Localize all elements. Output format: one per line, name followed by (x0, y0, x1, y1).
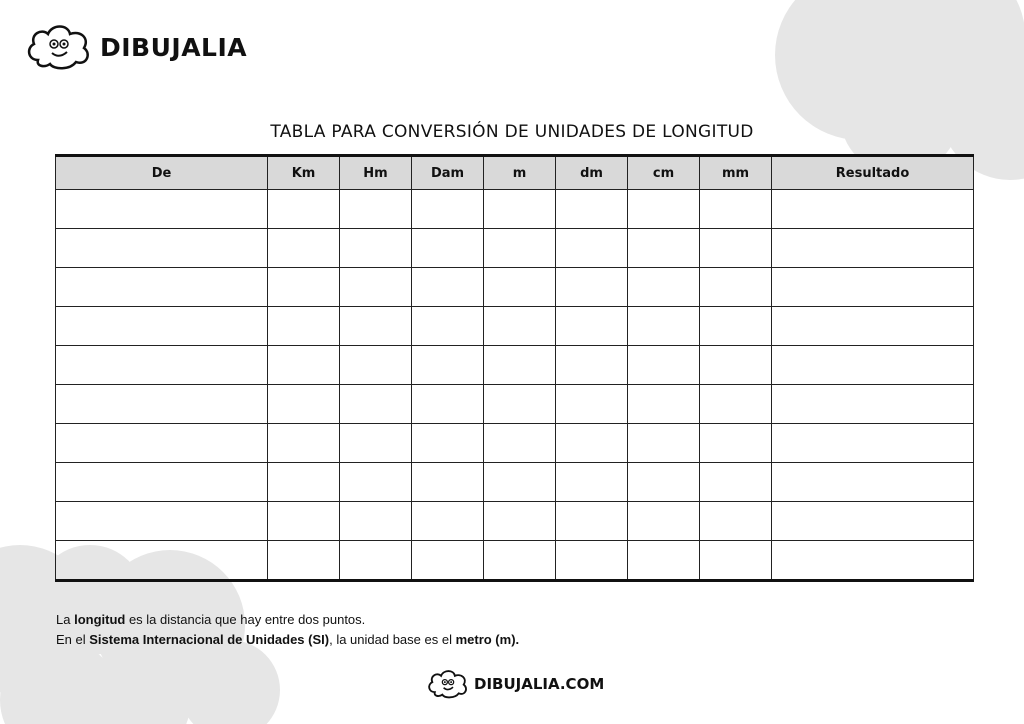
table-cell (556, 385, 628, 424)
table-cell (628, 268, 700, 307)
table-cell (56, 385, 268, 424)
table-cell (628, 346, 700, 385)
table-cell (484, 190, 556, 229)
table-cell (628, 307, 700, 346)
table-cell (268, 229, 340, 268)
table-cell (268, 190, 340, 229)
page-title: TABLA PARA CONVERSIÓN DE UNIDADES DE LONGITUD (270, 122, 754, 142)
footer-line-1: La longitud es la distancia que hay entre dos puntos. (56, 612, 366, 627)
table-cell (56, 190, 268, 229)
footer-note (56, 610, 519, 650)
table-cell (268, 541, 340, 581)
table-cell (340, 385, 412, 424)
table-cell (628, 229, 700, 268)
table-cell (340, 346, 412, 385)
footer-line-2: En el Sistema Internacional de Unidades (SI), la unidad base es el metro (m). (56, 632, 520, 647)
table-row (56, 229, 974, 268)
table-cell (772, 424, 974, 463)
table-row (56, 346, 974, 385)
table-cell (412, 268, 484, 307)
table-cell (412, 346, 484, 385)
table-cell (268, 307, 340, 346)
table-cell (628, 463, 700, 502)
table-cell (556, 190, 628, 229)
table-cell (772, 385, 974, 424)
column-header-resultado: Resultado (772, 156, 974, 190)
table-cell (340, 463, 412, 502)
table-cell (412, 541, 484, 581)
table-cell (484, 463, 556, 502)
table-cell (700, 541, 772, 581)
table-cell (412, 307, 484, 346)
table-cell (56, 268, 268, 307)
table-cell (56, 229, 268, 268)
table-cell (268, 268, 340, 307)
table-cell (56, 502, 268, 541)
table-cell (772, 190, 974, 229)
table-cell (700, 190, 772, 229)
table-cell (340, 190, 412, 229)
table-cell (56, 307, 268, 346)
table-cell (412, 463, 484, 502)
table-cell (700, 229, 772, 268)
table-cell (268, 502, 340, 541)
table-cell (556, 424, 628, 463)
table-cell (56, 346, 268, 385)
table-cell (700, 463, 772, 502)
table-cell (700, 268, 772, 307)
table-cell (772, 463, 974, 502)
table-cell (484, 424, 556, 463)
table-cell (700, 346, 772, 385)
table-row (56, 541, 974, 581)
table-cell (484, 541, 556, 581)
table-cell (772, 307, 974, 346)
column-header-de: De (56, 156, 268, 190)
table-cell (700, 424, 772, 463)
table-row (56, 502, 974, 541)
table-cell (556, 229, 628, 268)
column-header-dm: dm (556, 156, 628, 190)
table-cell (772, 229, 974, 268)
table-cell (556, 268, 628, 307)
table-cell (772, 346, 974, 385)
table-cell (484, 268, 556, 307)
logo-text: DIBUJALIA (100, 32, 248, 62)
table-cell (628, 424, 700, 463)
column-header-cm: cm (628, 156, 700, 190)
table-cell (56, 463, 268, 502)
table-row (56, 190, 974, 229)
table-cell (700, 502, 772, 541)
table-row (56, 385, 974, 424)
column-header-mm: mm (700, 156, 772, 190)
table-cell (412, 229, 484, 268)
table-cell (556, 307, 628, 346)
table-cell (268, 346, 340, 385)
table-cell (340, 541, 412, 581)
column-header-dam: Dam (412, 156, 484, 190)
table-cell (412, 190, 484, 229)
table-cell (340, 424, 412, 463)
table-cell (484, 346, 556, 385)
conversion-table (55, 154, 974, 582)
table-cell (340, 268, 412, 307)
table-cell (772, 268, 974, 307)
table-cell (628, 190, 700, 229)
table-cell (628, 541, 700, 581)
table-cell (56, 424, 268, 463)
column-header-m: m (484, 156, 556, 190)
table-cell (56, 541, 268, 581)
table-cell (340, 307, 412, 346)
table-header-row (56, 156, 974, 190)
table-cell (628, 385, 700, 424)
table-cell (628, 502, 700, 541)
table-cell (772, 502, 974, 541)
table-cell (340, 229, 412, 268)
column-header-km: Km (268, 156, 340, 190)
table-row (56, 424, 974, 463)
brand-logo (24, 22, 247, 72)
table-cell (700, 307, 772, 346)
table-cell (556, 463, 628, 502)
table-row (56, 463, 974, 502)
cloud-mascot-icon (24, 22, 94, 72)
table-row (56, 268, 974, 307)
table-cell (340, 502, 412, 541)
table-cell (412, 385, 484, 424)
table-cell (412, 502, 484, 541)
table-cell (484, 229, 556, 268)
cloud-mascot-icon (426, 668, 470, 700)
table-cell (268, 385, 340, 424)
table-cell (556, 541, 628, 581)
table-cell (268, 424, 340, 463)
table-body (56, 190, 974, 581)
column-header-hm: Hm (340, 156, 412, 190)
table-cell (556, 346, 628, 385)
footer-logo (426, 668, 604, 700)
footer-logo-text: DIBUJALIA.COM (474, 675, 605, 693)
table-cell (412, 424, 484, 463)
table-cell (484, 385, 556, 424)
table-cell (484, 307, 556, 346)
table-cell (268, 463, 340, 502)
table-cell (700, 385, 772, 424)
table-row (56, 307, 974, 346)
table-cell (556, 502, 628, 541)
table-cell (484, 502, 556, 541)
table-cell (772, 541, 974, 581)
